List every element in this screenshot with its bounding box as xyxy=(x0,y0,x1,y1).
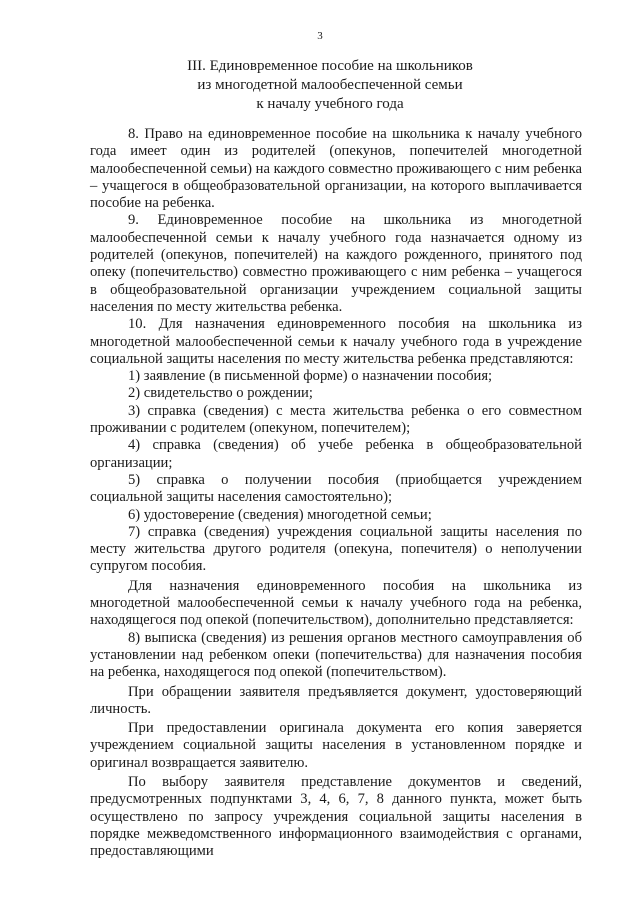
section-title-line: к началу учебного года xyxy=(256,96,404,112)
paragraph: При предоставлении оригинала документа его копия заверяется учреждением социальной защиты населения в установленном порядке и оригинал возвращается заявителю. xyxy=(90,720,582,771)
section-title-line: III. Единовременное пособие на школьников xyxy=(187,58,473,74)
list-item: 1) заявление (в письменной форме) о назначении пособия; xyxy=(128,368,493,385)
page-number: 3 xyxy=(317,30,323,42)
paragraph: 10. Для назначения единовременного пособия на школьника из многодетной малообеспеченной семьи к началу учебного года в учреждение социальной защиты населения по месту жительства ребенка представляются: xyxy=(90,316,582,367)
list-item: 8) выписка (сведения) из решения органов местного самоуправления об установлении над ребенком опеки (попечительства) для назначения пособия на ребенка, находящегося под опекой (попечительством). xyxy=(90,629,582,681)
section-title-line: из многодетной малообеспеченной семьи xyxy=(197,77,463,93)
section-title xyxy=(90,57,570,114)
paragraph: Для назначения единовременного пособия на школьника из многодетной малообеспеченной семьи к началу учебного года на ребенка, находящегося под опекой (попечительством), дополнительно представляется: xyxy=(90,577,582,629)
list-item: 3) справка (сведения) с места жительства ребенка о его совместном проживании с родителем (опекуном, попечителем); xyxy=(90,402,582,437)
document-body xyxy=(90,126,582,860)
paragraph: При обращении заявителя предъявляется документ, удостоверяющий личность. xyxy=(90,683,582,717)
paragraph: По выбору заявителя представление документов и сведений, предусмотренных подпунктами 3, 4, 6, 7, 8 данного пункта, может быть осуществлено по запросу учреждения социальной защиты населения в порядке межведомственного информационного взаимодействия с органами, предоставляющими xyxy=(90,773,582,860)
list-item: 6) удостоверение (сведения) многодетной семьи; xyxy=(128,506,432,523)
list-item: 5) справка о получении пособия (приобщается учреждением социальной защиты населения самостоятельно); xyxy=(90,471,582,506)
paragraph: 9. Единовременное пособие на школьника из многодетной малообеспеченной семьи к началу учебного года назначается одному из родителей (опекунов, попечителей) на каждого рожденного, принятого под опеку (попечительство) совместно проживающего с ним ребенка – учащегося в общеобразовательной организации учреждением социальной защиты населения по месту жительства ребенка. xyxy=(90,212,582,315)
list-item: 7) справка (сведения) учреждения социальной защиты населения по месту жительства другого родителя (опекуна, попечителя) о неполучении супругом пособия. xyxy=(90,523,582,575)
paragraph: 8. Право на единовременное пособие на школьника к началу учебного года имеет один из родителей (опекунов, попечителей многодетной малообеспеченной семьи) на каждого совместно проживающего с ним ребенка – учащегося в общеобразовательной организации, на которого выплачивается пособие на ребенка. xyxy=(90,126,582,212)
list-item: 2) свидетельство о рождении; xyxy=(128,385,313,402)
list-item: 4) справка (сведения) об учебе ребенка в общеобразовательной организации; xyxy=(90,437,582,471)
